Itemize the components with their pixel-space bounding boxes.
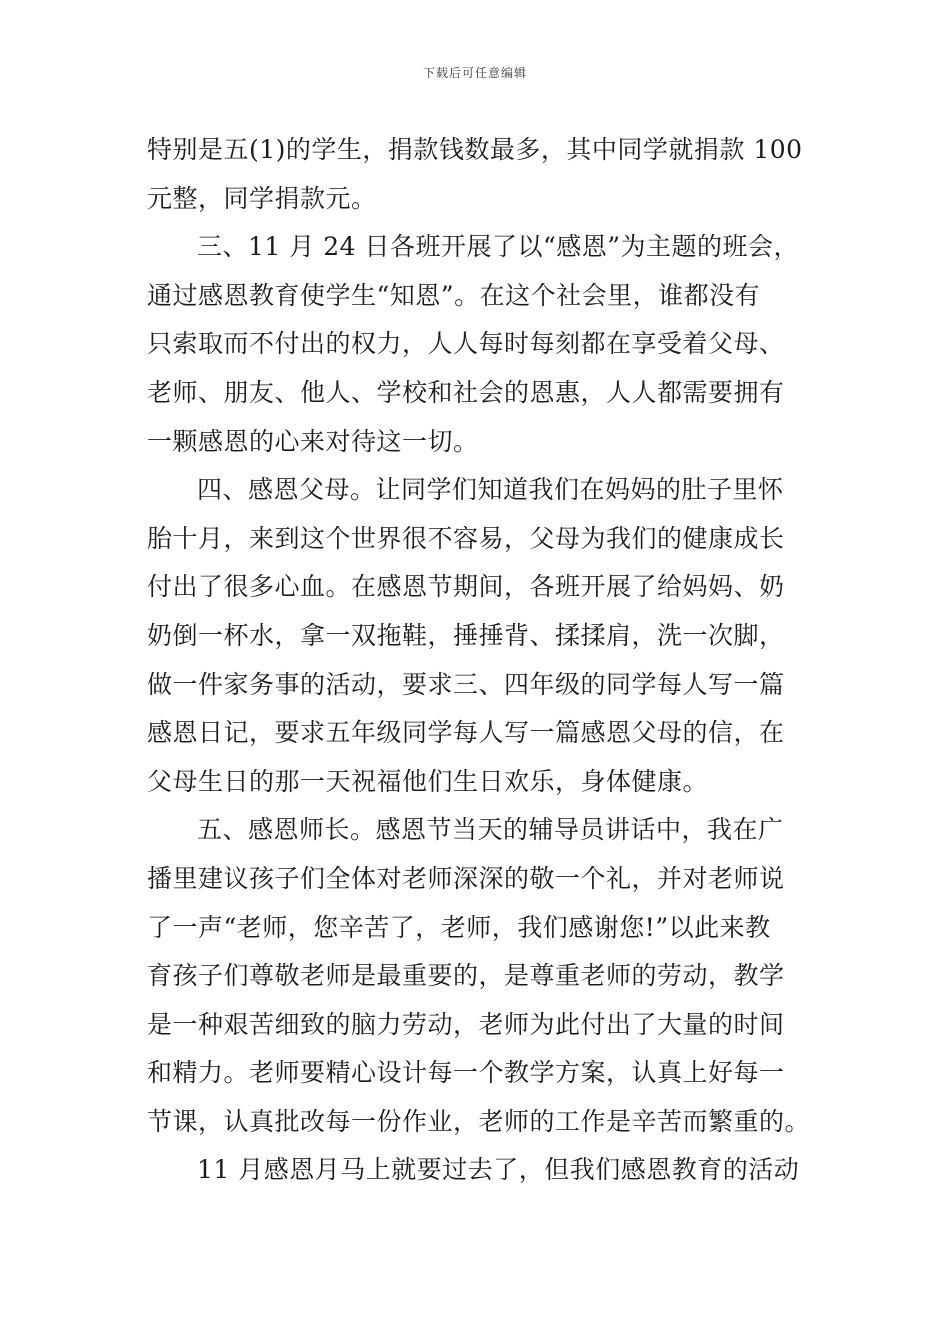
- text-line: 四、感恩父母。让同学们知道我们在妈妈的肚子里怀: [197, 475, 784, 505]
- text-line: 奶倒一杯水，拿一双拖鞋，捶捶背、揉揉肩，洗一次脚，: [147, 620, 785, 650]
- text-line: 三、11 月 24 日各班开展了以“感恩”为主题的班会，: [197, 232, 800, 262]
- text-line: 只索取而不付出的权力，人人每时每刻都在享受着父母、: [147, 329, 785, 359]
- text-line: 通过感恩教育使学生“知恩”。在这个社会里，谁都没有: [147, 280, 761, 310]
- text-line: 一颗感恩的心来对待这一切。: [147, 426, 479, 456]
- text-line: 胎十月，来到这个世界很不容易，父母为我们的健康成长: [147, 523, 785, 553]
- text-line: 了一声“老师，您辛苦了，老师，我们感谢您!”以此来教: [147, 912, 771, 942]
- text-line: 是一种艰苦细致的脑力劳动，老师为此付出了大量的时间: [147, 1009, 785, 1039]
- page-header-note: 下载后可任意编辑: [422, 66, 527, 80]
- text-line: 特别是五(1)的学生，捐款钱数最多，其中同学就捐款 100: [147, 135, 803, 164]
- text-line: 五、感恩师长。感恩节当天的辅导员讲话中，我在广: [197, 815, 784, 845]
- text-line: 11 月感恩月马上就要过去了，但我们感恩教育的活动: [197, 1155, 800, 1185]
- text-line: 感恩日记，要求五年级同学每人写一篇感恩父母的信，在: [147, 718, 785, 748]
- text-line: 播里建议孩子们全体对老师深深的敬一个礼，并对老师说: [147, 863, 785, 893]
- text-line: 老师、朋友、他人、学校和社会的恩惠，人人都需要拥有: [147, 377, 785, 407]
- text-line: 节课，认真批改每一份作业，老师的工作是辛苦而繁重的。: [147, 1106, 811, 1136]
- text-line: 育孩子们尊敬老师是最重要的，是尊重老师的劳动，教学: [147, 961, 785, 991]
- text-line: 父母生日的那一天祝福他们生日欢乐，身体健康。: [147, 766, 709, 796]
- body-text: [147, 126, 815, 1195]
- text-line: 做一件家务事的活动，要求三、四年级的同学每人写一篇: [147, 669, 785, 699]
- text-line: 元整，同学捐款元。: [147, 183, 377, 213]
- text-line: 和精力。老师要精心设计每一个教学方案，认真上好每一: [147, 1058, 785, 1088]
- text-line: 付出了很多心血。在感恩节期间，各班开展了给妈妈、奶: [147, 572, 785, 602]
